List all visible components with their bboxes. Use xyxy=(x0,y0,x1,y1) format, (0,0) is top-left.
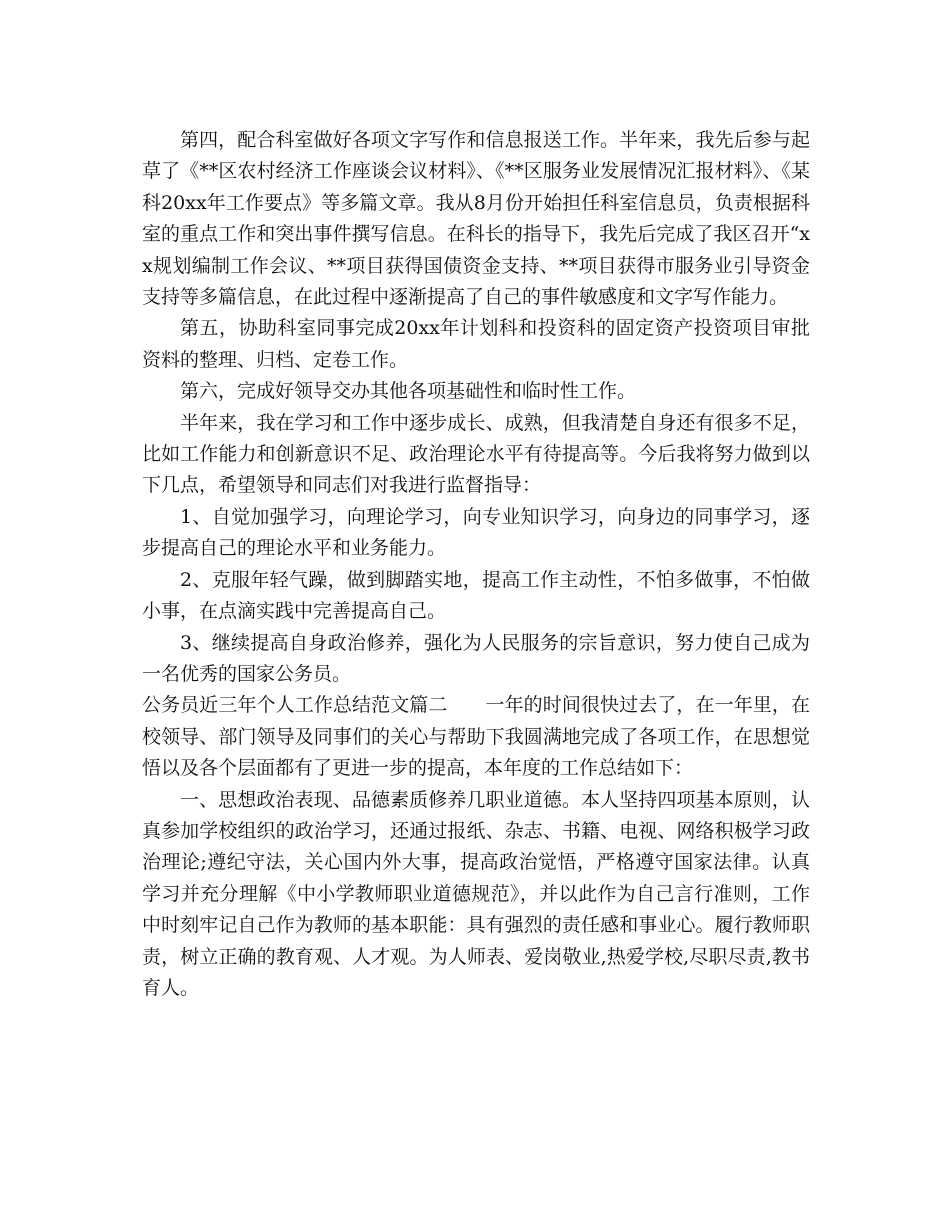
section-intro: 一年的时间很快过去了，在一年里，在校领导、部门领导及同事们的关心与帮助下我圆满地完成了各项工作，在思想觉悟以及各个层面都有了更进一步的提高，本年度的工作总结如下： xyxy=(142,694,810,780)
paragraph-fourth: 第四，配合科室做好各项文字写作和信息报送工作。半年来，我先后参与起草了《**区农村经济工作座谈会议材料》、《**区服务业发展情况汇报材料》、《某科20xx年工作要点》等多篇文章。我从8月份开始担任科室信息员，负责根据科室的重点工作和突出事件撰写信息。在科长的指导下，我先后完成了我区召开“xx规划编制工作会议、**项目获得国债资金支持、**项目获得市服务业引导资金支持等多篇信息，在此过程中逐渐提高了自己的事件敏感度和文字写作能力。 xyxy=(142,129,810,309)
paragraph-point-3: 3、继续提高自身政治修养，强化为人民服务的宗旨意识，努力使自己成为一名优秀的国家公务员。 xyxy=(142,631,810,685)
paragraph-half-year: 半年来，我在学习和工作中逐步成长、成熟，但我清楚自身还有很多不足，比如工作能力和创新意识不足、政治理论水平有待提高等。今后我将努力做到以下几点，希望领导和同志们对我进行监督指导： xyxy=(142,411,810,497)
paragraph-point-1: 1、自觉加强学习，向理论学习，向专业知识学习，向身边的同事学习，逐步提高自己的理论水平和业务能力。 xyxy=(142,505,810,560)
paragraph-section-two xyxy=(142,690,810,784)
document-page xyxy=(142,125,810,1004)
paragraph-point-2: 2、克服年轻气躁，做到脚踏实地，提高工作主动性，不怕多做事，不怕做小事，在点滴实践中完善提高自己。 xyxy=(142,568,810,623)
paragraph-fifth: 第五，协助科室同事完成20xx年计划科和投资科的固定资产投资项目审批资料的整理、归档、定卷工作。 xyxy=(142,317,810,371)
paragraph-political: 一、思想政治表现、品德素质修养几职业道德。本人坚持四项基本原则，认真参加学校组织的政治学习，还通过报纸、杂志、书籍、电视、网络积极学习政治理论;遵纪守法，关心国内外大事，提高政治觉悟，严格遵守国家法律。认真学习并充分理解《中小学教师职业道德规范》，并以此作为自己言行准则，工作中时刻牢记自己作为教师的基本职能：具有强烈的责任感和事业心。履行教师职责，树立正确的教育观、人才观。为人师表、爱岗敬业,热爱学校,尽职尽责,教书育人。 xyxy=(142,788,810,999)
section-title: 公务员近三年个人工作总结范文篇二 xyxy=(142,694,448,717)
paragraph-sixth: 第六，完成好领导交办其他各项基础性和临时性工作。 xyxy=(180,380,637,403)
